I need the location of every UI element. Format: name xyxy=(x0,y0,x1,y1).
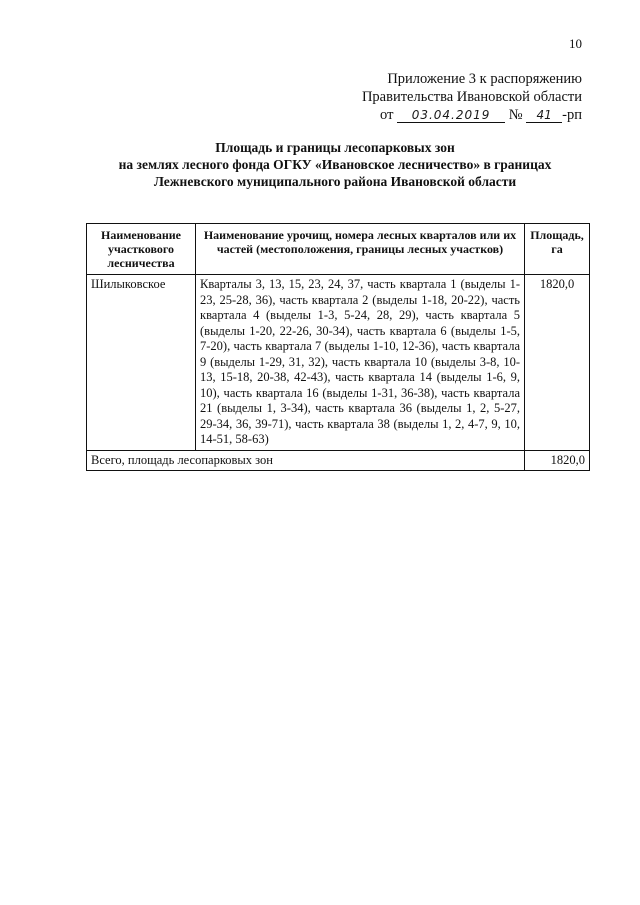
title-line-1: Площадь и границы лесопарковых зон xyxy=(215,140,455,155)
annex-line-1: Приложение 3 к распоряжению xyxy=(387,71,582,87)
table-row xyxy=(87,275,590,451)
annex-header xyxy=(362,70,582,124)
annex-line-2: Правительства Ивановской области xyxy=(361,89,582,105)
total-label: Всего, площадь лесопарковых зон xyxy=(87,450,525,471)
document-title xyxy=(70,139,600,190)
title-line-2: на землях лесного фонда ОГКУ «Ивановское лесничество» в границах xyxy=(118,157,552,172)
total-area: 1820,0 xyxy=(525,450,590,471)
header-area: Площадь, га xyxy=(525,224,590,275)
title-line-3: Лежневского муниципального района Ивановской области xyxy=(153,174,517,189)
header-forestry: Наименование участкового лесничества xyxy=(87,224,196,275)
cell-description: Кварталы 3, 13, 15, 23, 24, 37, часть квартала 1 (выделы 1-23, 25-28, 36), часть квартала 2 (выделы 1-18, 20-22), часть квартала 4 (выделы 1-3, 5-24, 28, 29), часть квартала 5 (выделы 1-20, 22-26, 30-34), часть квартала 6 (выделы 1-5, 7-20), часть квартала 7 (выделы 1-10, 12-36), часть квартала 9 (выделы 1-29, 31, 32), часть квартала 10 (выделы 3-8, 10-13, 15-18, 20-38, 42-43), часть квартала 14 (выделы 1-6, 9, 10), часть квартала 16 (выделы 1-31, 36-38), часть квартала 21 (выделы 1, 3-34), часть квартала 36 (выделы 1, 2, 5-27, 29-34, 36, 39-71), часть квартала 38 (выделы 1, 2, 4-7, 9, 10, 14-51, 58-63) xyxy=(196,275,525,451)
header-description: Наименование урочищ, номера лесных кварталов или их частей (местоположения, границы лесных участков) xyxy=(196,224,525,275)
cell-area: 1820,0 xyxy=(525,275,590,451)
annex-from-label: от xyxy=(380,107,394,123)
cell-forestry: Шилыковское xyxy=(87,275,196,451)
annex-number-sign: № xyxy=(508,107,523,123)
page-number: 10 xyxy=(569,36,582,51)
annex-suffix: -рп xyxy=(562,107,582,123)
table-total-row xyxy=(87,450,590,471)
forest-park-zones-table xyxy=(86,223,590,471)
handwritten-number: 41 xyxy=(526,108,562,123)
table-header-row xyxy=(87,224,590,275)
annex-date-number-line xyxy=(362,106,582,124)
handwritten-date: 03.04.2019 xyxy=(397,108,505,123)
